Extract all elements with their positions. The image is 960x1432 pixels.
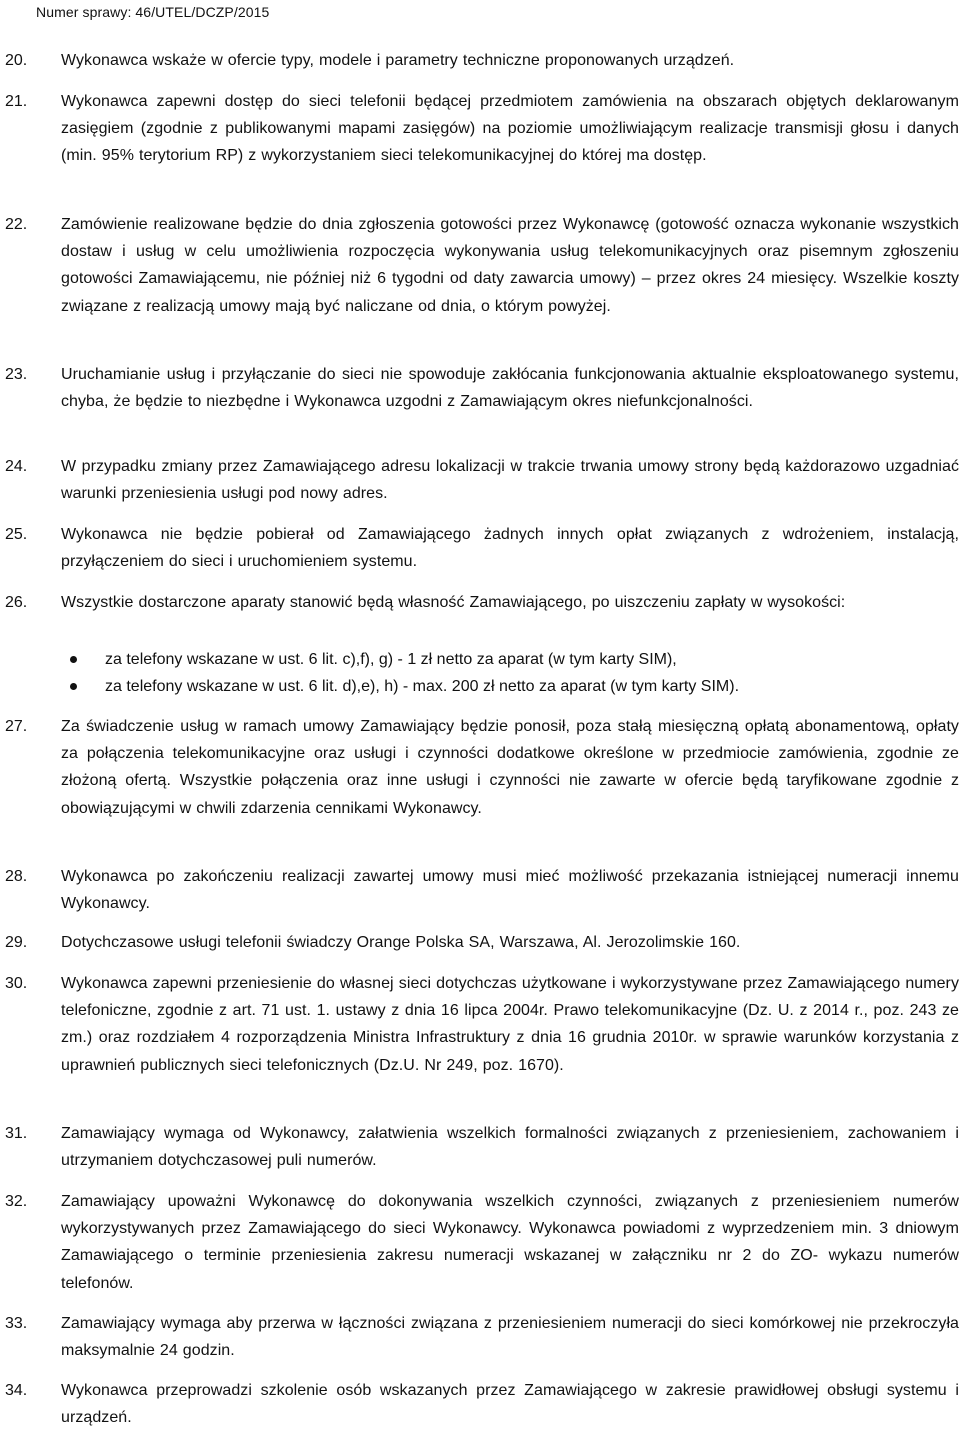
item-text: Wykonawca zapewni dostęp do sieci telefonii będącej przedmiotem zamówienia na obszarach objętych deklarowanym zasięgiem (zgodnie z publikowanymi mapami zasięgów) na poziomie umożliwiającym realizacje transmisji głosu i danych (min. 95% terytorium RP) z wykorzystaniem sieci telekomunikacyjnej do której ma dostęp. — [61, 93, 959, 165]
bullet-dot-icon — [70, 683, 77, 690]
document-header: Numer sprawy: 46/UTEL/DCZP/2015 — [36, 4, 270, 20]
item-text: Uruchamianie usług i przyłączanie do sieci nie spowoduje zakłócania funkcjonowania aktualnie eksploatowanego systemu, chyba, że będzie to niezbędne i Wykonawca uzgodni z Zamawiającym okres niefunkcjonalności. — [61, 366, 959, 411]
item-text: Wykonawca zapewni przeniesienie do własnej sieci dotychczas użytkowane i wykorzystywane przez Zamawiającego numery telefoniczne, zgodnie z art. 71 ust. 1. ustawy z dnia 16 lipca 2004r. Prawo telekomunikacyjne (Dz. U. z 2014 r., poz. 243 ze zm.) oraz rozdziałem 4 rozporządzenia Ministra Infrastruktury z dnia 16 grudnia 2010r. w sprawie warunków korzystania z uprawnień publicznych sieci telefonicznych (Dz.U. Nr 249, poz. 1670). — [61, 975, 959, 1074]
item-text: Wykonawca po zakończeniu realizacji zawartej umowy musi mieć możliwość przekazania istniejącej numeracji innemu Wykonawcy. — [61, 868, 959, 913]
item-number: 33. — [5, 1315, 28, 1332]
bullet-item — [61, 646, 959, 673]
item-text: Wykonawca przeprowadzi szkolenie osób wskazanych przez Zamawiającego w zakresie prawidłowej obsługi systemu i urządzeń. — [61, 1382, 959, 1427]
item-text: Zamawiający wymaga aby przerwa w łączności związana z przeniesieniem numeracji do sieci komórkowej nie przekroczyła maksymalnie 24 godzin. — [61, 1315, 959, 1360]
item-number: 28. — [5, 868, 28, 885]
bullet-item — [61, 673, 959, 700]
bullet-text: za telefony wskazane w ust. 6 lit. d),e), h) - max. 200 zł netto za aparat (w tym karty SIM). — [105, 678, 740, 695]
bullet-dot-icon — [70, 656, 77, 663]
item-number: 24. — [5, 458, 28, 475]
item-number: 22. — [5, 216, 28, 233]
item-number: 32. — [5, 1193, 28, 1210]
item-number: 29. — [5, 934, 28, 951]
item-number: 31. — [5, 1125, 28, 1142]
item-number: 30. — [5, 975, 28, 992]
bullet-list — [61, 646, 959, 700]
item-number: 27. — [5, 718, 28, 735]
item-text: Zamówienie realizowane będzie do dnia zgłoszenia gotowości przez Wykonawcę (gotowość oznacza wykonanie wszystkich dostaw i usług w celu umożliwienia rozpoczęcia wykonywania usług telekomunikacyjnych oraz pisemnym zgłoszeniu gotowości Zamawiającemu, nie później niż 6 tygodni od daty zawarcia umowy) – przez okres 24 miesięcy. Wszelkie koszty związane z realizacją umowy mają być naliczane od dnia, o którym powyżej. — [61, 216, 959, 315]
item-number: 23. — [5, 366, 28, 383]
item-text: Zamawiający wymaga od Wykonawcy, załatwienia wszelkich formalności związanych z przeniesieniem, zachowaniem i utrzymaniem dotychczasowej puli numerów. — [61, 1125, 959, 1170]
item-number: 26. — [5, 594, 28, 611]
item-text: Wykonawca wskaże w ofercie typy, modele i parametry techniczne proponowanych urządzeń. — [61, 52, 735, 69]
item-number: 34. — [5, 1382, 28, 1399]
item-number: 21. — [5, 93, 28, 110]
item-text: Wykonawca nie będzie pobierał od Zamawiającego żadnych innych opłat związanych z wdrożeniem, instalacją, przyłączeniem do sieci i uruchomieniem systemu. — [61, 526, 959, 571]
item-text: Za świadczenie usług w ramach umowy Zamawiający będzie ponosił, poza stałą miesięczną opłatą abonamentową, opłaty za połączenia telekomunikacyjne oraz usługi i czynności dodatkowe określone w przedmiocie zamówienia, zgodnie ze złożoną ofertą. Wszystkie połączenia oraz inne usługi i czynności nie zawarte w ofercie będą taryfikowane zgodnie z obowiązującymi w chwili zdarzenia cennikami Wykonawcy. — [61, 718, 959, 817]
item-text: Zamawiający upoważni Wykonawcę do dokonywania wszelkich czynności, związanych z przeniesieniem numerów wykorzystywanych przez Zamawiającego do sieci Wykonawcy. Wykonawca powiadomi z wyprzedzeniem min. 3 dniowym Zamawiającego o terminie przeniesienia zakresu numeracji wskazanej w załączniku nr 2 do ZO- wykazu numerów telefonów. — [61, 1193, 959, 1292]
item-text: Wszystkie dostarczone aparaty stanowić będą własność Zamawiającego, po uiszczeniu zapłaty w wysokości: — [61, 594, 846, 611]
item-text: Dotychczasowe usługi telefonii świadczy Orange Polska SA, Warszawa, Al. Jerozolimskie 160. — [61, 934, 741, 951]
item-text: W przypadku zmiany przez Zamawiającego adresu lokalizacji w trakcie trwania umowy strony będą każdorazowo uzgadniać warunki przeniesienia usługi pod nowy adres. — [61, 458, 959, 503]
bullet-text: za telefony wskazane w ust. 6 lit. c),f), g) - 1 zł netto za aparat (w tym karty SIM), — [105, 651, 677, 668]
item-number: 25. — [5, 526, 28, 543]
item-number: 20. — [5, 52, 28, 69]
